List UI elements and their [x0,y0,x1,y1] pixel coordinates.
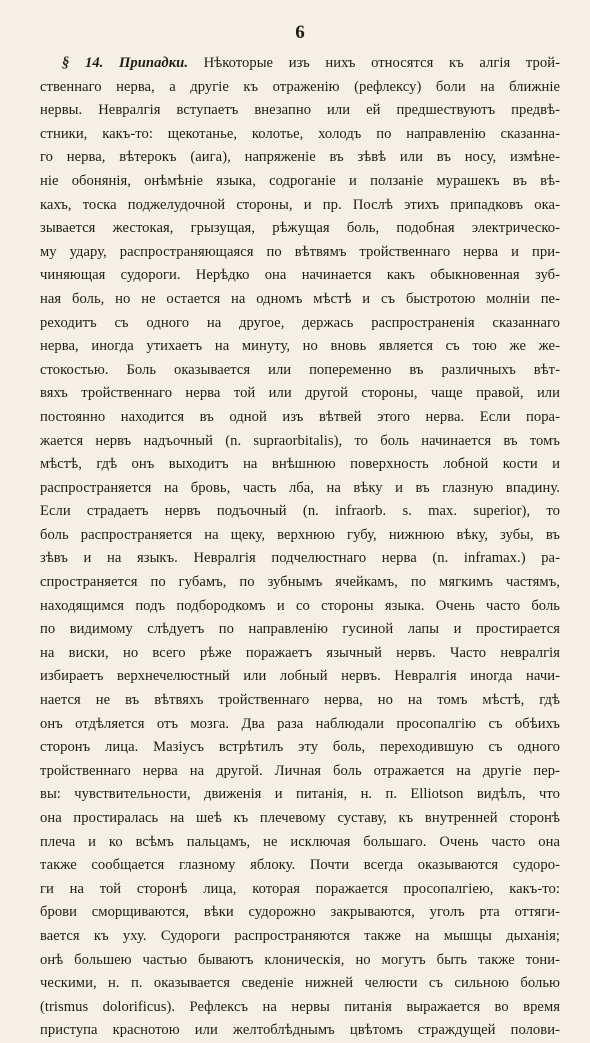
text-line: распространяется на бровь, часть лба, на вѣку и въ глазную впадину. [40,479,560,496]
text-line: ная боль, но не остается на одномъ мѣстѣ и съ быстротою молніи пе- [40,290,560,307]
text-line: вы: чувствительности, движенія и питанія, н. п. Elliotson видѣлъ, что [40,786,560,803]
section-heading-number: § 14. [62,55,104,71]
text-line: нервы. Невралгія вступаетъ внезапно или ей предшествуютъ предвѣ- [40,102,560,119]
text-line: ги на той сторонѣ лица, которая поражается просопалгіею, какъ-то: [40,880,560,897]
text-line: она простиралась на шеѣ къ плечевому суставу, къ внутренней сторонѣ [40,810,560,826]
text-line: стники, какъ-то: щекотанье, колотье, холодъ по направленію сказанна- [40,125,560,142]
text-line: Нѣкоторые изъ нихъ относятся къ алгія трой- [203,55,560,71]
text-line: нается не въ вѣтвяхъ тройственнаго нерва, но на томъ мѣстѣ, гдѣ [40,692,560,709]
text-line: стокостью. Боль оказывается или попеременно въ различныхъ вѣт- [40,361,560,378]
text-line: онѣ большею частью бываютъ клоническія, но могутъ быть также тони- [40,951,560,968]
text-line: тройственнаго нерва на другой. Личная боль отражается на другіе пер- [40,762,560,779]
text-line: вается къ уху. Судороги распространяются также на мышцы дыханія; [40,927,560,944]
text-line: брови сморщиваются, вѣки судорожно закрываются, уголъ рта оттяги- [40,904,560,921]
text-line: спространяется по губамъ, по зубнымъ ячейкамъ, по мягкимъ частямъ, [40,574,560,591]
section-14-body [40,52,560,1043]
text-line: му удару, распространяющаяся по вѣтвямъ тройственнаго нерва и при- [40,243,560,260]
text-line: приступа краснотою или желтоблѣднымъ цвѣтомъ страждущей полови- [40,1022,560,1039]
section-heading-title: Припадки. [119,55,189,71]
text-line: (trismus dolorificus). Рефлексъ на нервы питанія выражается во время [40,998,560,1015]
text-line: постоянно находится въ одной изъ вѣтвей этого нерва. Если пора- [40,408,560,425]
text-line: по видимому слѣдуетъ по направленію гусиной лапы и простирается [40,621,560,638]
page-number: 6 [295,22,305,43]
text-line: на виски, но всего рѣже поражаетъ язычный нервъ. Часто невралгія [40,644,560,661]
text-line: кахъ, тоска поджелудочной стороны, и пр. Послѣ этихъ припадковъ ока- [40,196,560,213]
text-line: онъ отдѣляется отъ мозга. Два раза наблюдали просопалгію съ обѣихъ [40,715,560,732]
text-line: зѣвъ и на языкъ. Невралгія подчелюстнаго нерва (n. inframax.) ра- [40,550,560,567]
text-line: вяхъ тройственнаго нерва той или другой стороны, чаще правой, или [40,385,560,402]
text-line: мѣстѣ, гдѣ онъ выходитъ на внѣшнюю поверхность лобной кости и [40,456,560,473]
text-line: избираетъ верхнечелюстный или лобный нервъ. Невралгія иногда начи- [40,668,560,685]
text-line: боль распространяется на щеку, верхнюю губу, нижнюю вѣку, зубы, въ [40,526,560,543]
text-line: ніе обонянія, онѣмѣніе языка, содроганіе и ползаніе мурашекъ въ вѣ- [40,172,560,189]
text-line: зывается жестокая, грызущая, рѣжущая боль, подобная электрическо- [40,220,560,237]
text-line: нерва, иногда утихаетъ на минуту, но вновь является съ тою же же- [40,338,560,355]
text-line: сторонъ лица. Мазіусъ встрѣтилъ эту боль, переходившую съ одного [40,739,560,756]
section-first-line [40,52,560,76]
text-line: го нерва, вѣтерокъ (аига), напряженіе въ зѣвѣ или въ носу, измѣне- [40,149,560,166]
text-line: ственнаго нерва, а другіе къ отраженію (рефлексу) боли на ближніе [40,78,560,95]
text-line: чиняющая судороги. Нерѣдко она начинается какъ обыкновенная зуб- [40,267,560,284]
text-line: ческими, н. п. оказывается сведеніе нижней челюсти съ сильною болью [40,975,560,992]
text-line: плеча и ко всѣмъ пальцамъ, не исключая большаго. Очень часто она [40,833,560,850]
text-line: жается нервъ надъочный (n. supraorbitalis), то боль начинается въ томъ [40,432,560,449]
text-line: также сообщается глазному яблоку. Почти всегда оказываются судоро- [40,857,560,874]
text-line: находящимся подъ подбородкомъ и со стороны языка. Очень часто боль [40,597,560,614]
text-line: Если страдаетъ нервъ подъочный (n. infraorb. s. max. superior), то [40,503,560,520]
text-line: реходитъ съ одного на другое, держась распространенія сказаннаго [40,314,560,331]
